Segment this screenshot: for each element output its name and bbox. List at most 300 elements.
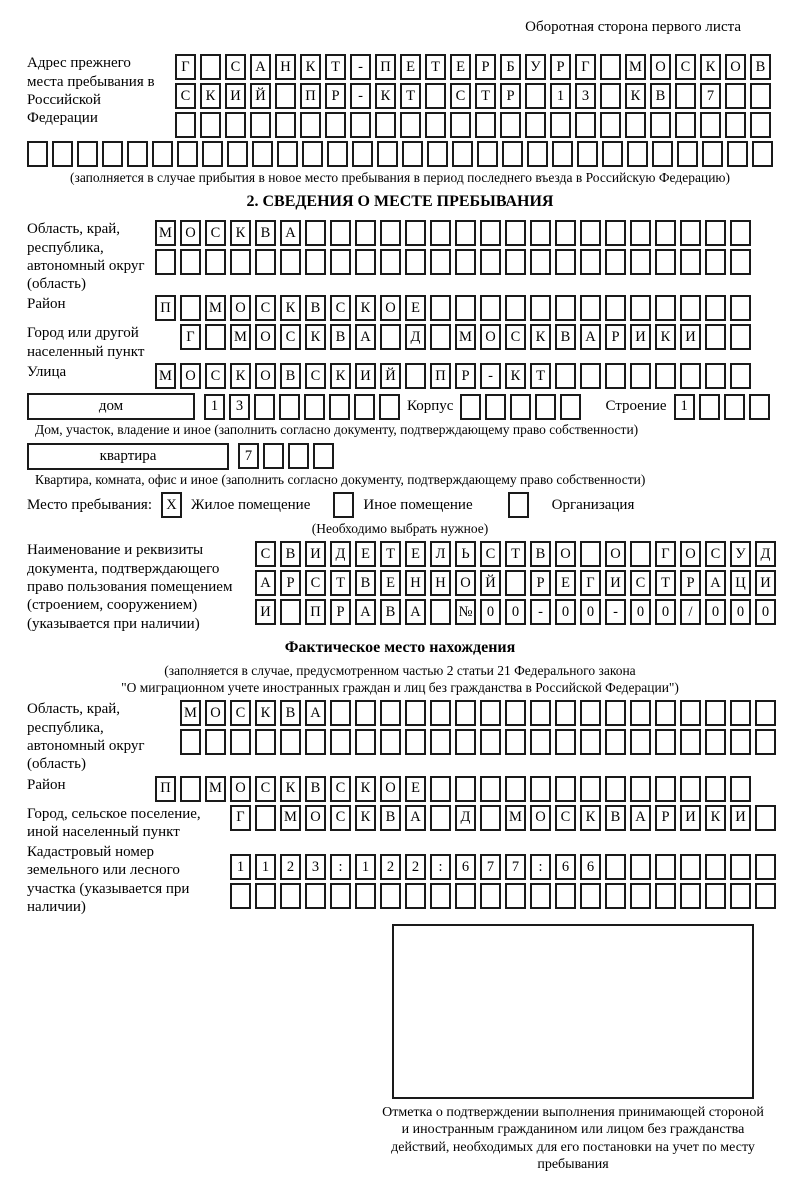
char-box — [329, 394, 350, 420]
char-box: К — [580, 805, 601, 831]
char-box: - — [350, 83, 371, 109]
char-box: 1 — [355, 854, 376, 880]
char-box: 6 — [580, 854, 601, 880]
char-box — [580, 295, 601, 321]
char-box: К — [280, 295, 301, 321]
char-box — [380, 220, 401, 246]
char-box — [500, 112, 521, 138]
char-box — [305, 883, 326, 909]
char-box — [510, 394, 531, 420]
city2-label: Город, сельское поселение, иной населенный пункт — [27, 805, 201, 840]
char-box — [630, 363, 651, 389]
char-box: С — [225, 54, 246, 80]
char-box — [725, 112, 746, 138]
char-row — [155, 295, 751, 321]
char-box — [600, 112, 621, 138]
char-box — [300, 112, 321, 138]
district-block — [27, 295, 773, 321]
prev-address-full-row — [27, 141, 773, 167]
char-row — [204, 394, 400, 420]
char-box: 1 — [255, 854, 276, 880]
apartment-row — [27, 443, 773, 470]
char-box — [655, 729, 676, 755]
char-box: В — [280, 363, 301, 389]
district2-label: Район — [27, 776, 66, 793]
house-caption: Дом, участок, владение и иное (заполнить согласно документу, подтверждающему право собственности) — [35, 422, 639, 438]
char-box — [755, 805, 776, 831]
char-box — [304, 394, 325, 420]
city-block — [27, 324, 773, 361]
char-box — [730, 363, 751, 389]
char-box — [755, 729, 776, 755]
char-box — [580, 883, 601, 909]
doc-grid — [255, 541, 776, 625]
stay-type-label: Место пребывания: — [27, 496, 152, 513]
char-box: И — [730, 805, 751, 831]
char-box: А — [305, 700, 326, 726]
char-box: Т — [530, 363, 551, 389]
char-box: М — [505, 805, 526, 831]
char-box — [555, 363, 576, 389]
char-box — [480, 249, 501, 275]
char-box: П — [155, 295, 176, 321]
char-box — [455, 295, 476, 321]
char-box: 0 — [630, 599, 651, 625]
char-box — [680, 295, 701, 321]
char-box — [505, 295, 526, 321]
stroenie-label: Строение — [605, 398, 667, 415]
char-box — [752, 141, 773, 167]
char-box — [580, 776, 601, 802]
char-box: У — [730, 541, 751, 567]
char-box — [380, 700, 401, 726]
char-box: О — [605, 541, 626, 567]
char-box: Е — [405, 776, 426, 802]
char-box — [175, 112, 196, 138]
char-box — [655, 363, 676, 389]
char-box: О — [680, 541, 701, 567]
char-box — [230, 883, 251, 909]
char-row — [180, 729, 776, 755]
char-box: 2 — [380, 854, 401, 880]
char-box: О — [480, 324, 501, 350]
char-box: 0 — [655, 599, 676, 625]
char-box — [502, 141, 523, 167]
region-grid — [155, 220, 751, 275]
char-box: И — [225, 83, 246, 109]
char-box — [705, 700, 726, 726]
char-box — [630, 295, 651, 321]
char-box: В — [555, 324, 576, 350]
char-box — [430, 700, 451, 726]
char-box — [555, 729, 576, 755]
char-box — [655, 883, 676, 909]
char-row — [175, 112, 771, 138]
apartment-label-box: квартира — [27, 443, 229, 470]
char-box — [455, 700, 476, 726]
char-box: В — [380, 805, 401, 831]
char-box — [555, 776, 576, 802]
char-row — [180, 700, 776, 726]
char-box — [680, 249, 701, 275]
char-box — [680, 883, 701, 909]
char-box — [605, 249, 626, 275]
char-box — [630, 249, 651, 275]
char-box: С — [255, 295, 276, 321]
char-box — [705, 249, 726, 275]
char-box: Т — [425, 54, 446, 80]
char-box — [305, 249, 326, 275]
char-row — [155, 776, 751, 802]
char-box — [405, 729, 426, 755]
char-box — [450, 112, 471, 138]
char-box — [730, 249, 751, 275]
char-row — [460, 394, 581, 420]
char-box — [430, 729, 451, 755]
char-box — [505, 570, 526, 596]
char-box: Р — [500, 83, 521, 109]
char-box: Т — [380, 541, 401, 567]
char-box — [750, 83, 771, 109]
char-box — [505, 729, 526, 755]
char-box — [530, 729, 551, 755]
char-box: С — [505, 324, 526, 350]
char-row — [175, 83, 771, 109]
char-box — [254, 394, 275, 420]
char-box: И — [630, 324, 651, 350]
city2-block — [27, 805, 773, 842]
char-box: 7 — [700, 83, 721, 109]
char-box — [263, 443, 284, 469]
char-box — [325, 112, 346, 138]
char-box: В — [355, 570, 376, 596]
char-box: 6 — [455, 854, 476, 880]
char-box: С — [330, 295, 351, 321]
char-box — [580, 249, 601, 275]
char-box — [749, 394, 770, 420]
char-box — [380, 729, 401, 755]
char-box — [355, 700, 376, 726]
char-box: 2 — [405, 854, 426, 880]
char-box — [430, 599, 451, 625]
char-box: И — [680, 805, 701, 831]
house-label-box: дом — [27, 393, 195, 420]
char-box: К — [700, 54, 721, 80]
char-box — [255, 805, 276, 831]
char-row — [255, 541, 776, 567]
char-box: Р — [330, 599, 351, 625]
char-box — [555, 883, 576, 909]
char-box — [52, 141, 73, 167]
char-box — [405, 883, 426, 909]
char-box — [580, 220, 601, 246]
char-box — [480, 883, 501, 909]
char-box: А — [405, 599, 426, 625]
char-box — [705, 220, 726, 246]
char-box: С — [175, 83, 196, 109]
char-box — [605, 363, 626, 389]
char-row — [175, 54, 771, 80]
char-box: 7 — [480, 854, 501, 880]
char-box — [455, 220, 476, 246]
char-box: Т — [655, 570, 676, 596]
char-box — [480, 220, 501, 246]
char-box: С — [255, 541, 276, 567]
char-box: А — [405, 805, 426, 831]
cadastre-label: Кадастровый номер земельного или лесного участка (указывается при наличии) — [27, 844, 190, 916]
char-box: М — [155, 220, 176, 246]
char-box: Е — [400, 54, 421, 80]
char-box: О — [205, 700, 226, 726]
char-box — [577, 141, 598, 167]
char-box: С — [330, 776, 351, 802]
char-box: А — [580, 324, 601, 350]
char-box — [275, 112, 296, 138]
stay-option-other-premises-label: Иное помещение — [363, 496, 473, 513]
street-block — [27, 363, 773, 389]
char-box: О — [380, 776, 401, 802]
char-box — [525, 112, 546, 138]
char-box: В — [280, 541, 301, 567]
char-box: М — [230, 324, 251, 350]
char-box — [700, 112, 721, 138]
char-box — [230, 249, 251, 275]
char-box: О — [255, 363, 276, 389]
char-box — [705, 295, 726, 321]
char-box — [705, 776, 726, 802]
char-box: Ь — [455, 541, 476, 567]
page-side-note: Оборотная сторона первого листа — [525, 19, 741, 35]
char-box — [630, 883, 651, 909]
char-box — [602, 141, 623, 167]
char-box: О — [455, 570, 476, 596]
prev-address-caption: (заполняется в случае прибытия в новое место пребывания в период последнего въезда в Российскую Федерацию) — [69, 170, 731, 186]
char-box — [705, 363, 726, 389]
char-box: П — [305, 599, 326, 625]
char-box — [180, 776, 201, 802]
char-box: О — [650, 54, 671, 80]
prev-address-grid — [175, 54, 771, 138]
char-box: П — [300, 83, 321, 109]
char-box: Т — [400, 83, 421, 109]
char-box — [725, 83, 746, 109]
char-box — [405, 220, 426, 246]
char-box: С — [280, 324, 301, 350]
char-box: К — [200, 83, 221, 109]
actual-location-note-2: "О миграционном учете иностранных граждан и лиц без гражданства в Российской Федерации") — [121, 679, 679, 695]
char-box — [630, 854, 651, 880]
char-box: В — [280, 700, 301, 726]
char-box — [379, 394, 400, 420]
char-box: Й — [250, 83, 271, 109]
char-box: А — [630, 805, 651, 831]
char-box: К — [355, 776, 376, 802]
char-box: М — [180, 700, 201, 726]
char-box: 1 — [204, 394, 225, 420]
char-box — [380, 249, 401, 275]
char-box: Г — [655, 541, 676, 567]
char-box — [655, 700, 676, 726]
char-box — [102, 141, 123, 167]
char-box — [277, 141, 298, 167]
char-box — [380, 883, 401, 909]
char-box — [225, 112, 246, 138]
char-box — [330, 700, 351, 726]
char-box — [630, 541, 651, 567]
char-box — [550, 112, 571, 138]
char-box — [275, 83, 296, 109]
char-box — [180, 295, 201, 321]
char-box: К — [300, 54, 321, 80]
char-box: 0 — [705, 599, 726, 625]
char-box — [755, 700, 776, 726]
char-box — [288, 443, 309, 469]
char-box — [705, 729, 726, 755]
char-box — [705, 883, 726, 909]
char-box: С — [255, 776, 276, 802]
char-box: М — [625, 54, 646, 80]
char-box — [505, 776, 526, 802]
char-box: П — [375, 54, 396, 80]
char-box: К — [705, 805, 726, 831]
char-box — [702, 141, 723, 167]
char-box: О — [230, 295, 251, 321]
char-box — [455, 249, 476, 275]
char-box — [480, 729, 501, 755]
char-box: А — [255, 570, 276, 596]
region2-label: Область, край, республика, автономный округ (область) — [27, 701, 145, 773]
char-box — [750, 112, 771, 138]
char-box: 0 — [580, 599, 601, 625]
char-box — [530, 249, 551, 275]
char-box — [485, 394, 506, 420]
korpus-label: Корпус — [407, 398, 454, 415]
stay-checkbox-other-premises — [333, 492, 354, 518]
char-box — [505, 249, 526, 275]
char-box — [505, 700, 526, 726]
char-row — [230, 805, 776, 831]
char-box: О — [725, 54, 746, 80]
char-box — [350, 112, 371, 138]
char-box — [27, 141, 48, 167]
char-box — [352, 141, 373, 167]
char-box — [280, 249, 301, 275]
char-box — [727, 141, 748, 167]
char-box — [575, 112, 596, 138]
char-box — [375, 112, 396, 138]
char-box — [730, 324, 751, 350]
char-box: М — [155, 363, 176, 389]
char-row — [255, 570, 776, 596]
char-box: П — [155, 776, 176, 802]
char-box: О — [530, 805, 551, 831]
char-box — [255, 249, 276, 275]
char-box — [527, 141, 548, 167]
char-box: К — [330, 363, 351, 389]
char-box — [205, 249, 226, 275]
char-box: С — [555, 805, 576, 831]
char-box — [200, 54, 221, 80]
char-box — [730, 295, 751, 321]
char-box — [530, 776, 551, 802]
char-box: К — [280, 776, 301, 802]
char-row — [155, 220, 751, 246]
char-box: О — [255, 324, 276, 350]
char-box: 0 — [555, 599, 576, 625]
char-box — [650, 112, 671, 138]
char-box — [580, 700, 601, 726]
char-box — [605, 729, 626, 755]
char-box — [380, 324, 401, 350]
char-box — [280, 883, 301, 909]
char-box — [455, 776, 476, 802]
char-row — [155, 249, 751, 275]
char-box: / — [680, 599, 701, 625]
char-box: С — [675, 54, 696, 80]
char-box: Н — [275, 54, 296, 80]
char-box: К — [305, 324, 326, 350]
char-box — [355, 883, 376, 909]
char-box — [430, 805, 451, 831]
char-box: С — [205, 220, 226, 246]
stay-option-residential-label: Жилое помещение — [191, 496, 311, 513]
char-box — [680, 854, 701, 880]
char-box: : — [430, 854, 451, 880]
char-row — [180, 324, 751, 350]
char-box — [555, 295, 576, 321]
char-box — [605, 776, 626, 802]
char-box: О — [305, 805, 326, 831]
char-box — [250, 112, 271, 138]
char-box — [377, 141, 398, 167]
char-box: 0 — [505, 599, 526, 625]
char-box: Л — [430, 541, 451, 567]
char-box: - — [350, 54, 371, 80]
char-box: К — [355, 295, 376, 321]
char-box — [605, 295, 626, 321]
char-box: И — [605, 570, 626, 596]
char-box: Д — [455, 805, 476, 831]
char-box: 1 — [674, 394, 695, 420]
char-box — [675, 83, 696, 109]
char-box — [155, 249, 176, 275]
char-box: С — [330, 805, 351, 831]
char-box: М — [205, 295, 226, 321]
char-box: В — [305, 295, 326, 321]
stamp-caption: Отметка о подтверждении выполнения принимающей стороной и иностранным гражданином или лицом без гражданства действий, необходимых для его постановки на учет по месту пребывания — [382, 1105, 764, 1172]
char-box — [205, 324, 226, 350]
char-box — [280, 599, 301, 625]
char-box — [205, 729, 226, 755]
char-box — [705, 854, 726, 880]
prev-address-block — [27, 54, 773, 138]
char-box: Ц — [730, 570, 751, 596]
char-box: А — [250, 54, 271, 80]
char-box — [625, 112, 646, 138]
char-box — [505, 883, 526, 909]
char-box — [255, 883, 276, 909]
char-box — [605, 854, 626, 880]
char-box: П — [430, 363, 451, 389]
char-box — [755, 883, 776, 909]
char-box — [330, 883, 351, 909]
char-box: 3 — [305, 854, 326, 880]
char-box: В — [380, 599, 401, 625]
char-box: С — [305, 363, 326, 389]
char-box: К — [230, 363, 251, 389]
char-box: 3 — [229, 394, 250, 420]
char-box: Р — [455, 363, 476, 389]
